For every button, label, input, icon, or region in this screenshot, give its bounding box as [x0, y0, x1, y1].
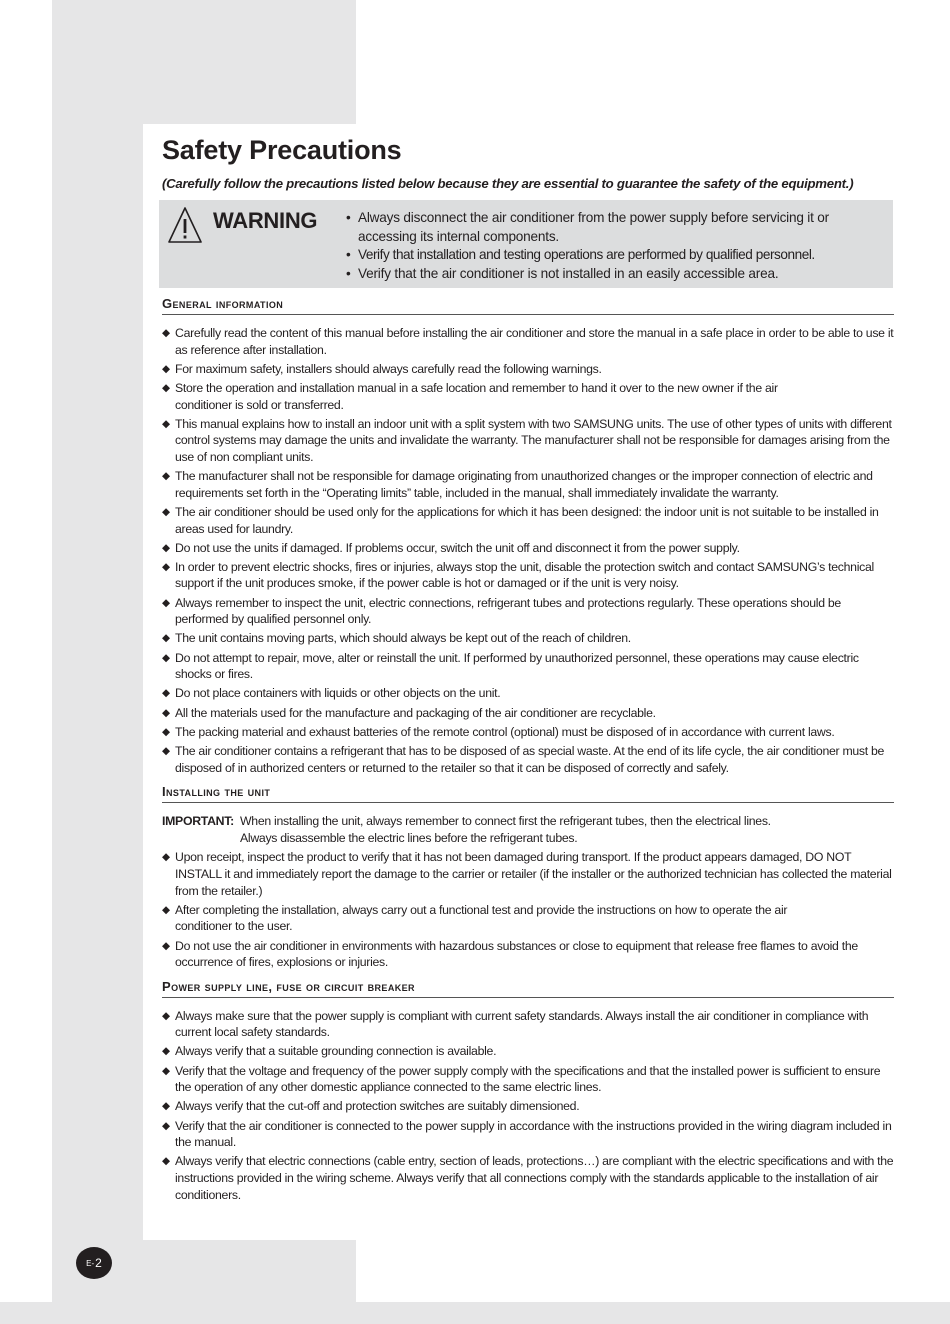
list-item: ◆ Upon receipt, inspect the product to verify that it has not been damaged during transport. If the product appears damaged, DO NOT INSTALL it and immediately report the damage to the carrier or retailer (if the installer or the authorized technician has collected the material from the retailer.) — [162, 849, 894, 899]
list-item: ◆ Carefully read the content of this manual before installing the air conditioner and store the manual in a safe place in order to be able to use it as reference after installation. — [162, 325, 894, 358]
page-title: Safety Precautions — [162, 135, 402, 165]
general-list — [162, 325, 894, 776]
important-line: When installing the unit, always remember to connect first the refrigerant tubes, then the electrical lines. — [240, 814, 771, 829]
warning-item-text: Verify that the air conditioner is not installed in an easily accessible area. — [358, 265, 779, 281]
page-content — [162, 130, 894, 1206]
warning-box — [159, 200, 893, 288]
list-item: ◆ The manufacturer shall not be responsible for damage originating from unauthorized changes or the improper connection of electric and requirements set forth in the “Operating limits” table, included in the manual, shall immediately invalidate the warranty. — [162, 468, 894, 501]
warning-triangle-icon — [168, 206, 202, 244]
list-item: ◆ Verify that the air conditioner is connected to the power supply in accordance with the instructions provided in the wiring diagram included in the manual. — [162, 1118, 894, 1151]
important-label: IMPORTANT: — [162, 814, 234, 829]
page-subtitle: (Carefully follow the precautions listed below because they are essential to guarantee the safety of the equipment.) — [162, 176, 854, 191]
list-item: ◆ Store the operation and installation manual in a safe location and remember to hand it over to the new owner if the air conditioner is sold or transferred. — [162, 380, 894, 413]
page-number: 2 — [95, 1256, 102, 1270]
warning-list — [346, 209, 868, 283]
power-list — [162, 1008, 894, 1204]
list-item: ◆ For maximum safety, installers should always carefully read the following warnings. — [162, 361, 894, 378]
list-item: ◆ Do not place containers with liquids or other objects on the unit. — [162, 685, 894, 702]
warning-title: WARNING — [213, 208, 318, 233]
list-item: ◆ Verify that the voltage and frequency of the power supply comply with the specifications and that the installed power is sufficient to ensure the operation of any other domestic appliance connected to the same electric lines. — [162, 1063, 894, 1096]
background-bottom-strip — [0, 1302, 950, 1324]
list-item: ◆ In order to prevent electric shocks, fires or injuries, always stop the unit, disable the protection switch and contact SAMSUNG’s technical support if the unit produces smoke, if the power cable is hot or damaged or if the unit is very noisy. — [162, 559, 894, 592]
section-heading-installing: Installing the unit — [162, 784, 894, 803]
list-item: ◆ All the materials used for the manufacture and packaging of the air conditioner are recyclable. — [162, 705, 894, 722]
list-item: ◆ Always verify that a suitable grounding connection is available. — [162, 1043, 894, 1060]
list-item: ◆ Always make sure that the power supply is compliant with current safety standards. Always install the air conditioner in compliance with current local safety standards. — [162, 1008, 894, 1041]
list-item: ◆ The packing material and exhaust batteries of the remote control (optional) must be disposed of in accordance with current laws. — [162, 724, 894, 741]
important-body — [240, 813, 771, 846]
page-number-prefix: E- — [86, 1258, 95, 1268]
warning-item — [346, 209, 868, 246]
installing-list — [162, 849, 894, 970]
page-number-badge — [76, 1247, 112, 1279]
list-item: ◆ Do not use the units if damaged. If problems occur, switch the unit off and disconnect it from the power supply. — [162, 540, 894, 557]
list-item: ◆ Do not use the air conditioner in environments with hazardous substances or close to equipment that release free flames to avoid the occurrence of fires, explosions or injuries. — [162, 938, 894, 971]
list-item: ◆ Do not attempt to repair, move, alter or reinstall the unit. If performed by unauthorized personnel, these operations may cause electric shocks or fires. — [162, 650, 894, 683]
warning-item-text: Always disconnect the air conditioner from the power supply before servicing it or accessing its internal components. — [358, 210, 829, 244]
list-item: ◆ The unit contains moving parts, which should always be kept out of the reach of children. — [162, 630, 894, 647]
important-line: Always disassemble the electric lines before the refrigerant tubes. — [240, 830, 578, 845]
list-item: ◆ After completing the installation, always carry out a functional test and provide the instructions on how to operate the air conditioner to the user. — [162, 902, 894, 935]
list-item: ◆ Always verify that the cut-off and protection switches are suitably dimensioned. — [162, 1098, 894, 1115]
list-item: ◆ Always remember to inspect the unit, electric connections, refrigerant tubes and protections regularly. These operations should be performed by qualified personnel only. — [162, 595, 894, 628]
list-item: ◆ The air conditioner should be used only for the applications for which it has been designed: the indoor unit is not suitable to be installed in areas used for laundry. — [162, 504, 894, 537]
section-heading-general: General information — [162, 296, 894, 315]
warning-item-text: Verify that installation and testing operations are performed by qualified personnel. — [358, 247, 815, 262]
list-item: ◆ The air conditioner contains a refrigerant that has to be disposed of as special waste. At the end of its life cycle, the air conditioner must be disposed of in authorized centers or returned to the retailer so that it can be disposed of correctly and safely. — [162, 743, 894, 776]
section-heading-power: Power supply line, fuse or circuit breaker — [162, 979, 894, 998]
warning-item — [346, 265, 868, 284]
list-item: ◆ Always verify that electric connections (cable entry, section of leads, protections…) are compliant with the electric specifications and with the instructions provided in the wiring scheme. Always verify that all connections comply with the standards applicable to the installation of air conditioners. — [162, 1153, 894, 1203]
important-note — [162, 813, 894, 846]
list-item: ◆ This manual explains how to install an indoor unit with a split system with two SAMSUNG units. The use of other types of units with different control systems may damage the units and invalidate the warranty. The manufacturer shall not be responsible for damages arising from the use of non compliant units. — [162, 416, 894, 466]
warning-item — [346, 246, 868, 265]
